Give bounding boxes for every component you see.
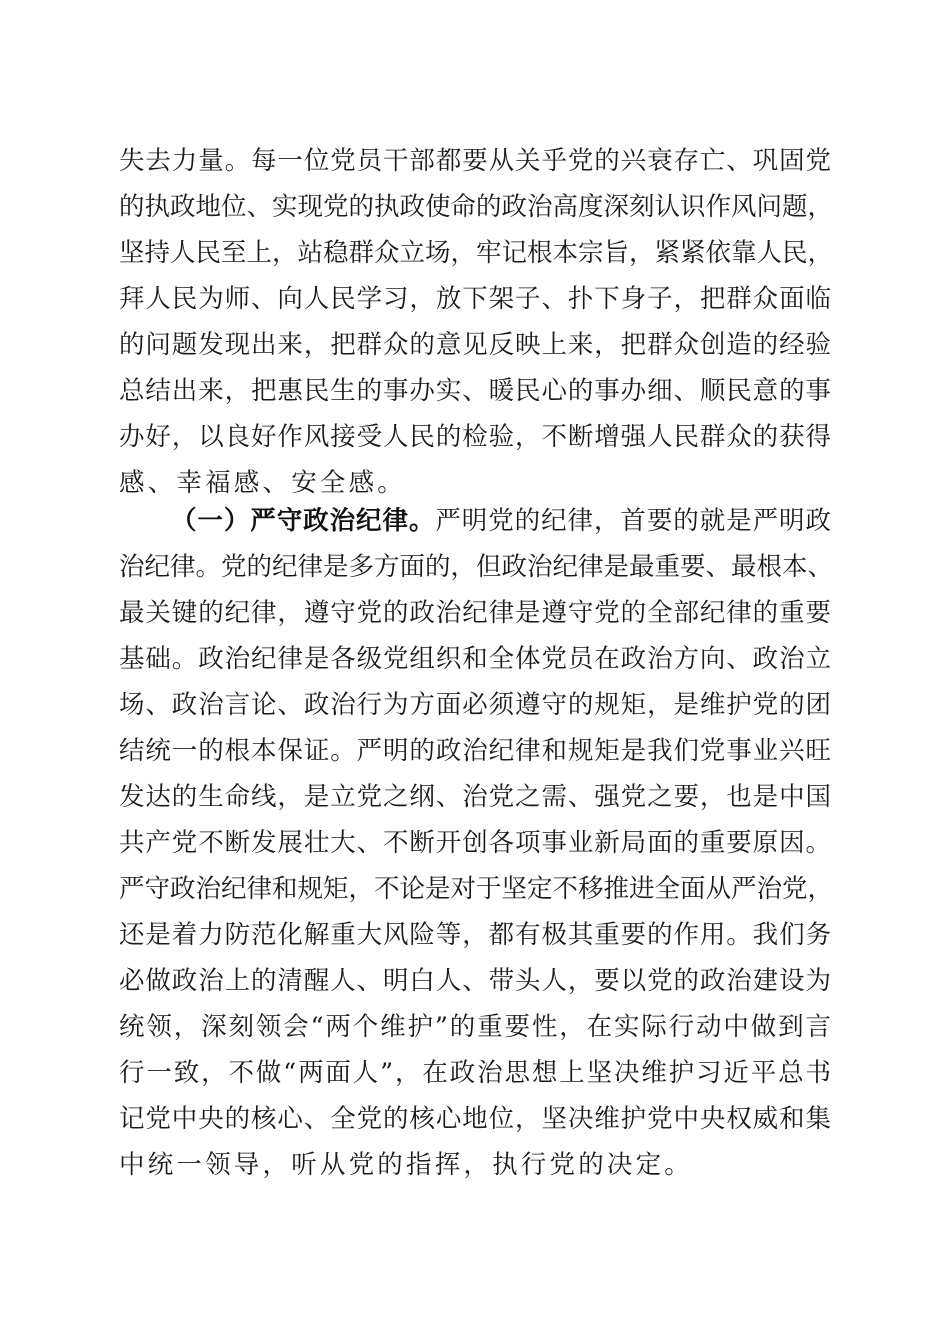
- text-line: 结统一的根本保证。严明的政治纪律和规矩是我们党事业兴旺: [119, 736, 831, 766]
- text-line: 总结出来，把惠民生的事办实、暖民心的事办细、顺民意的事: [119, 376, 831, 406]
- text-line: 感、幸福感、安全感。: [119, 468, 407, 498]
- text-line: 统领，深刻领会“两个维护”的重要性，在实际行动中做到言: [119, 1012, 831, 1042]
- text-line: 失去力量。每一位党员干部都要从关乎党的兴衰存亡、巩固党: [119, 146, 831, 176]
- text-line: 还是着力防范化解重大风险等，都有极其重要的作用。我们务: [119, 920, 831, 950]
- text-line: 严守政治纪律和规矩，不论是对于坚定不移推进全面从严治党，: [119, 874, 834, 904]
- text-line: 办好，以良好作风接受人民的检验，不断增强人民群众的获得: [119, 422, 831, 452]
- text-run: 严明党的纪律，首要的就是严明政: [435, 506, 831, 536]
- text-line: 治纪律。党的纪律是多方面的，但政治纪律是最重要、最根本、: [119, 552, 834, 582]
- section-heading: （一）严守政治纪律。: [171, 506, 436, 536]
- text-line: 的执政地位、实现党的执政使命的政治高度深刻认识作风问题，: [119, 192, 834, 222]
- text-line: 的问题发现出来，把群众的意见反映上来，把群众创造的经验: [119, 330, 831, 360]
- text-line: 记党中央的核心、全党的核心地位，坚决维护党中央权威和集: [119, 1104, 831, 1134]
- paragraph-first-line: [171, 496, 831, 546]
- text-line: 基础。政治纪律是各级党组织和全体党员在政治方向、政治立: [119, 644, 831, 674]
- text-line: 场、政治言论、政治行为方面必须遵守的规矩，是维护党的团: [119, 690, 831, 720]
- text-line: 发达的生命线，是立党之纲、治党之需、强党之要，也是中国: [119, 782, 831, 812]
- text-line: 中统一领导，听从党的指挥，执行党的决定。: [119, 1150, 694, 1180]
- text-line: 共产党不断发展壮大、不断开创各项事业新局面的重要原因。: [119, 828, 831, 858]
- text-line: 行一致，不做“两面人”，在政治思想上坚决维护习近平总书: [119, 1058, 831, 1088]
- text-line: 拜人民为师、向人民学习，放下架子、扑下身子，把群众面临: [119, 284, 831, 314]
- text-line: 必做政治上的清醒人、明白人、带头人，要以党的政治建设为: [119, 966, 831, 996]
- text-line: 最关键的纪律，遵守党的政治纪律是遵守党的全部纪律的重要: [119, 598, 831, 628]
- text-line: 坚持人民至上，站稳群众立场，牢记根本宗旨，紧紧依靠人民，: [119, 238, 834, 268]
